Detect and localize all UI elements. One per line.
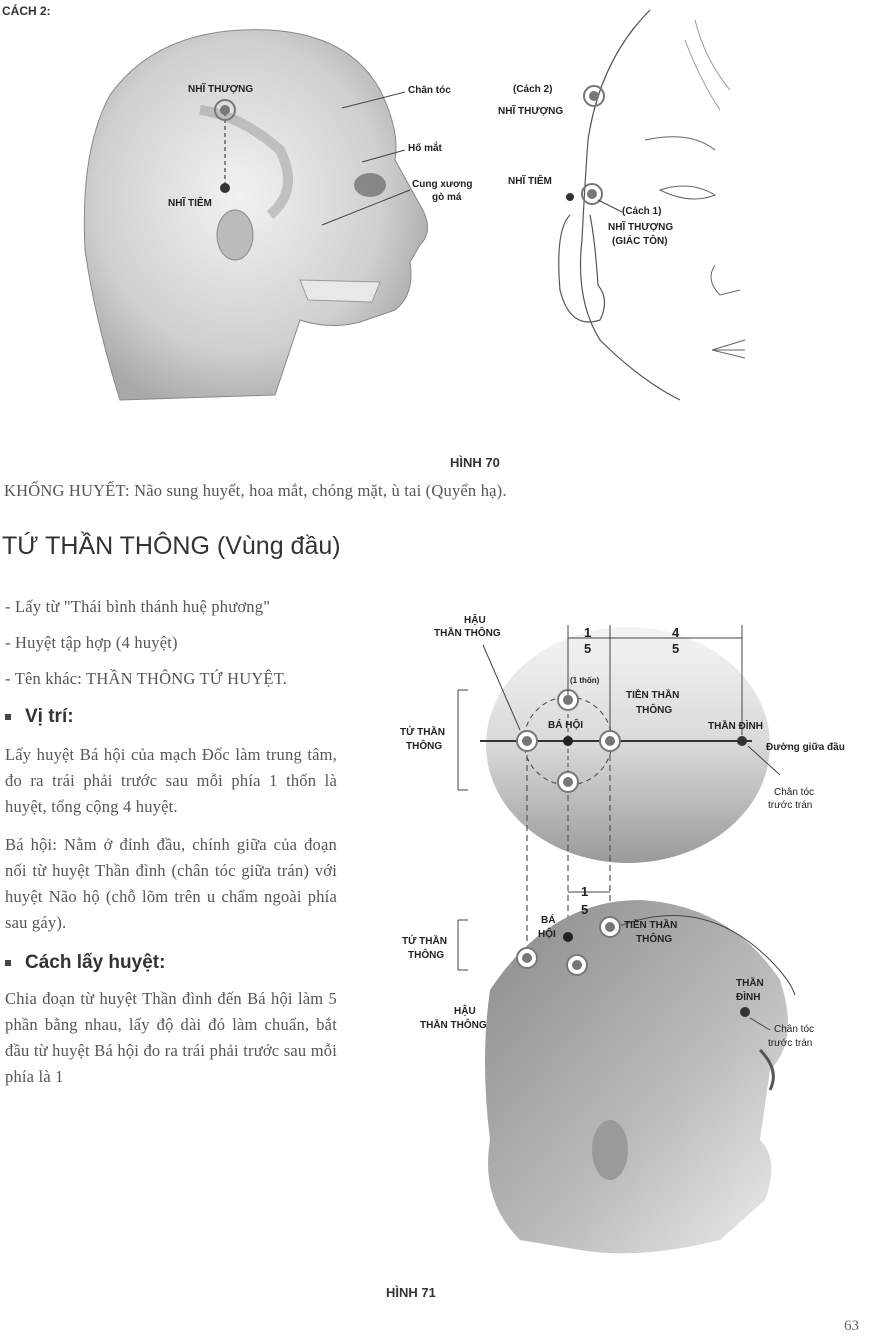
intro-item: - Lấy từ "Thái bình thánh huệ phương" xyxy=(5,597,271,616)
figure-71-caption: HÌNH 71 xyxy=(386,1285,436,1300)
label-hau-top: HẬU xyxy=(464,615,486,626)
label-ho-mat: Hố mắt xyxy=(408,143,442,154)
label-ba-hoi-top: BÁ HỘI xyxy=(548,720,583,731)
label-chan-toc-side-2: trước trán xyxy=(768,1038,813,1049)
label-nhi-tiem: NHĨ TIÊM xyxy=(168,198,212,209)
vi-tri-paragraph-1: Lấy huyệt Bá hội của mạch Đốc làm trung tâm, đo ra trái phải trước sau mỗi phía 1 thốn là huyệt, tổng cộng 4 huyệt. xyxy=(5,745,337,816)
intro-item: - Tên khác: THẦN THÔNG TỨ HUYỆT. xyxy=(5,669,288,688)
label-tu-top-2: THÔNG xyxy=(406,741,443,752)
cach-lay-heading-text: Cách lấy huyệt: xyxy=(25,952,166,973)
vi-tri-paragraph-2: Bá hội: Nằm ở đỉnh đầu, chính giữa của đoạn nối từ huyệt Thần đình (chân tóc giữa trán) với huyệt Não hộ (chỗ lõm trên u chẩm ngoài phía sau gáy). xyxy=(5,835,337,932)
label-tu-top-1: TỨ THẦN xyxy=(400,727,445,738)
label-duong-giua: Đường giữa đầu xyxy=(766,742,845,753)
label-cung-xuong: Cung xương xyxy=(412,179,473,190)
label-tien-side-1: TIỀN THẦN xyxy=(624,920,678,931)
label-hoi-side: HỘI xyxy=(538,929,556,940)
label-frac4-den: 5 xyxy=(672,641,680,656)
label-tien-top-2: THÔNG xyxy=(636,705,673,716)
label-frac1-den: 5 xyxy=(584,641,592,656)
indication-line: KHỐNG HUYẾT: Não sung huyết, hoa mắt, chóng mặt, ù tai (Quyển hạ). xyxy=(4,481,507,500)
label-tien-side-2: THÔNG xyxy=(636,934,673,945)
label-tu-side-1: TỨ THẦN xyxy=(402,936,447,947)
section-title: TỨ THẦN THÔNG (Vùng đầu) xyxy=(2,532,341,560)
figure-70-caption: HÌNH 70 xyxy=(450,455,500,470)
label-go-ma: gò má xyxy=(432,192,462,203)
label-than-side-1: THẦN xyxy=(736,978,764,989)
label-tu-side-2: THÔNG xyxy=(408,950,445,961)
cach-lay-paragraph-1: Chia đoạn từ huyệt Thần đình đến Bá hội làm 5 phần bằng nhau, lấy độ dài đó làm chuẩn, bắt đầu từ huyệt Bá hội đo ra trái phải trước sau mỗi phía là 1 xyxy=(5,989,337,1086)
label-than-dinh-top: THẦN ĐÌNH xyxy=(708,721,763,732)
label-cach1-nhi-thuong: NHĨ THƯỢNG xyxy=(608,222,674,233)
label-frac4-num: 4 xyxy=(672,625,680,640)
label-frac-side-den: 5 xyxy=(581,902,589,917)
label-ba-side: BÁ xyxy=(541,915,556,926)
label-hau-side-1: HẬU xyxy=(454,1006,476,1017)
intro-item: - Huyệt tập hợp (4 huyệt) xyxy=(5,633,178,652)
label-cach2-nhi-thuong: NHĨ THƯỢNG xyxy=(498,106,564,117)
label-hau-than-thong-top: THẦN THÔNG xyxy=(434,628,501,639)
label-cach1: (Cách 1) xyxy=(622,206,662,217)
label-one-thon: (1 thốn) xyxy=(570,676,600,685)
figure-70-illustration xyxy=(0,0,880,440)
label-tien-top-1: TIỀN THẦN xyxy=(626,690,680,701)
cach-lay-heading xyxy=(5,952,337,974)
bullet-icon xyxy=(5,960,11,966)
label-nhi-thuong: NHĨ THƯỢNG xyxy=(188,84,254,95)
label-nhi-tiem-right: NHĨ TIÊM xyxy=(508,176,552,187)
method-label: CÁCH 2: xyxy=(2,4,51,18)
label-cach2: (Cách 2) xyxy=(513,84,553,95)
label-chan-toc-side-1: Chân tóc xyxy=(774,1024,815,1035)
vi-tri-heading-text: Vị trí: xyxy=(25,706,74,727)
label-giac-ton: (GIÁC TÔN) xyxy=(612,236,668,247)
label-chan-toc: Chân tóc xyxy=(408,85,451,96)
vi-tri-heading xyxy=(5,706,337,728)
label-chan-toc-top-1: Chân tóc xyxy=(774,787,815,798)
label-frac-side-num: 1 xyxy=(581,884,589,899)
label-dinh-side-2: ĐÌNH xyxy=(736,992,761,1003)
label-frac1-num: 1 xyxy=(584,625,592,640)
bullet-icon xyxy=(5,714,11,720)
label-chan-toc-top-2: trước trán xyxy=(768,800,813,811)
page-number: 63 xyxy=(844,1318,859,1334)
label-hau-side-2: THẦN THÔNG xyxy=(420,1020,487,1031)
text-column xyxy=(5,594,337,1090)
